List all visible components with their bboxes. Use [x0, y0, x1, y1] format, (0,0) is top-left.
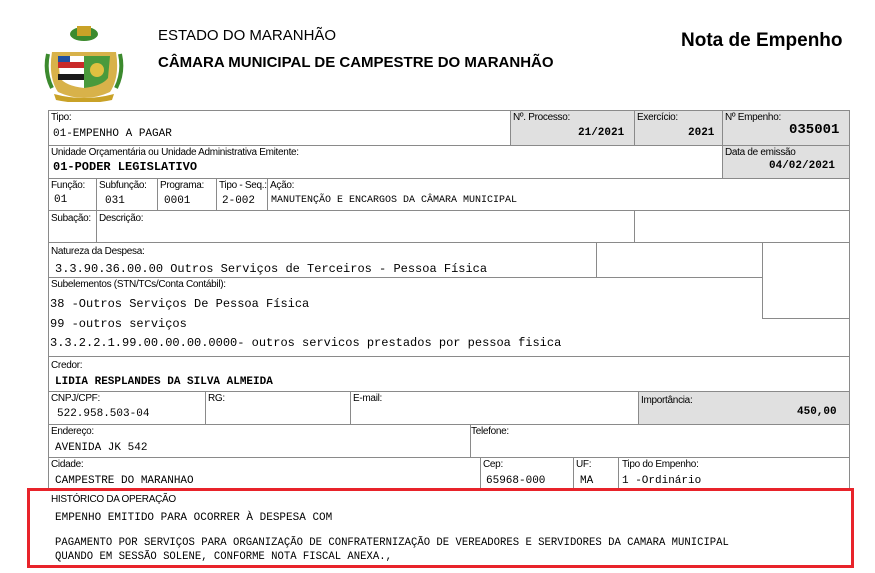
importancia-label: Importância: [641, 395, 693, 406]
unidade-value: 01-PODER LEGISLATIVO [53, 160, 198, 174]
tipo-label: Tipo: [51, 112, 72, 123]
descricao-label: Descrição: [99, 213, 144, 224]
tiposeq-label: Tipo - Seq.: [219, 180, 267, 191]
tiposeq-value: 2-002 [222, 195, 256, 207]
programa-value: 0001 [164, 195, 191, 207]
natureza-label: Natureza da Despesa: [51, 246, 145, 257]
cpf-value: 522.958.503-04 [57, 408, 150, 420]
endereco-value: AVENIDA JK 542 [55, 442, 148, 454]
historico-label: HISTÓRICO DA OPERAÇÃO [51, 494, 176, 505]
rg-label: RG: [208, 393, 225, 404]
acao-value: MANUTENÇÃO E ENCARGOS DA CÂMARA MUNICIPAL [271, 195, 518, 206]
acao-label: Ação: [270, 180, 295, 191]
processo-label: Nº. Processo: [513, 112, 570, 123]
email-label: E-mail: [353, 393, 383, 404]
chamber-name: CÂMARA MUNICIPAL DE CAMPESTRE DO MARANHÃO [158, 54, 554, 71]
programa-label: Programa: [160, 180, 204, 191]
state-name: ESTADO DO MARANHÃO [158, 27, 337, 44]
processo-value: 21/2021 [578, 127, 625, 139]
empenho-value: 035001 [789, 122, 840, 138]
subfuncao-label: Subfunção: [99, 180, 147, 191]
cep-label: Cep: [483, 459, 503, 470]
funcao-value: 01 [54, 194, 68, 206]
historico-line-2: PAGAMENTO POR SERVIÇOS PARA ORGANIZAÇÃO DE CONFRATERNIZAÇÃO DE VEREADORES E SERVIDORES DA CAMARA MUNICIPAL [55, 537, 729, 549]
natureza-value: 3.3.90.36.00.00 Outros Serviços de Terceiros - Pessoa Física [55, 262, 488, 276]
importancia-value: 450,00 [797, 406, 837, 418]
exercicio-label: Exercício: [637, 112, 678, 123]
subelemento-line-3: 3.3.2.2.1.99.00.00.00.0000- outros servicos prestados por pessoa fisica [50, 336, 562, 350]
credor-label: Credor: [51, 360, 83, 371]
exercicio-value: 2021 [688, 127, 715, 139]
subelementos-label: Subelementos (STN/TCs/Conta Contábil): [51, 279, 226, 290]
credor-value: LIDIA RESPLANDES DA SILVA ALMEIDA [55, 376, 273, 388]
cidade-label: Cidade: [51, 459, 84, 470]
emissao-label: Data de emissão [725, 147, 796, 158]
telefone-label: Telefone: [471, 426, 509, 437]
funcao-label: Função: [51, 180, 86, 191]
emissao-value: 04/02/2021 [769, 160, 836, 172]
cidade-value: CAMPESTRE DO MARANHAO [55, 475, 194, 487]
uf-label: UF: [576, 459, 592, 470]
subelemento-line-2: 99 -outros serviços [50, 317, 187, 331]
historico-highlight-box [27, 488, 854, 568]
historico-line-1: EMPENHO EMITIDO PARA OCORRER À DESPESA COM [55, 512, 333, 524]
tipo-value: 01-EMPENHO A PAGAR [53, 128, 172, 140]
historico-line-3: QUANDO EM SESSÃO SOLENE, CONFORME NOTA FISCAL ANEXA., [55, 551, 392, 563]
endereco-label: Endereço: [51, 426, 94, 437]
uf-value: MA [580, 475, 594, 487]
document-title: Nota de Empenho [681, 30, 843, 51]
cpf-label: CNPJ/CPF: [51, 393, 100, 404]
tipo-empenho-value: 1 -Ordinário [622, 475, 702, 487]
tipo-empenho-label: Tipo do Empenho: [622, 459, 699, 470]
cep-value: 65968-000 [486, 475, 546, 487]
subacao-label: Subação: [51, 213, 91, 224]
empenho-label: Nº Empenho: [725, 112, 781, 123]
subelemento-line-1: 38 -Outros Serviços De Pessoa Física [50, 297, 310, 311]
coat-of-arms-icon [44, 22, 124, 102]
unidade-label: Unidade Orçamentária ou Unidade Administrativa Emitente: [51, 147, 299, 158]
subfuncao-value: 031 [105, 195, 125, 207]
